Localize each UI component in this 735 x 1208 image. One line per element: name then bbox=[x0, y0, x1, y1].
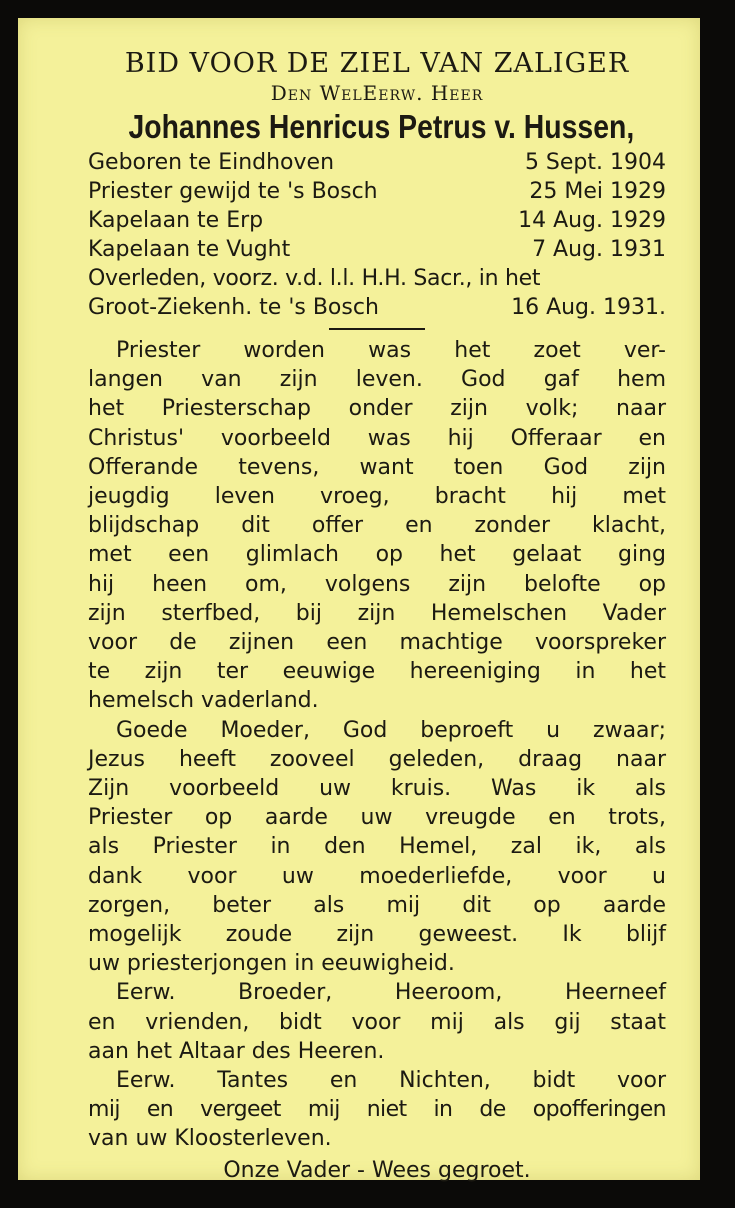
death-row bbox=[88, 264, 666, 293]
text-line: Christus' voorbeeld was hij Offeraar en bbox=[88, 425, 666, 451]
text-line: met een glimlach op het gelaat ging bbox=[88, 542, 666, 568]
text-line: mogelijk zoude zijn geweest. Ik blijf bbox=[88, 922, 666, 948]
text-line: Priester worden was het zoet ver- bbox=[116, 338, 666, 363]
header-subtitle: Den WelEerw. Heer bbox=[270, 81, 484, 105]
text-line: Jezus heeft zooveel geleden, draag naar bbox=[88, 746, 666, 772]
text-line: van uw Kloosterleven. bbox=[88, 1126, 332, 1152]
bio-date: 7 Aug. 1931 bbox=[532, 237, 666, 262]
text-line: Eerw. Broeder, Heeroom, Heerneef bbox=[116, 980, 666, 1006]
text-line: Offerande tevens, want toen God zijn bbox=[88, 454, 666, 480]
closing-prayer: Onze Vader - Wees gegroet. bbox=[223, 1157, 531, 1183]
text-line: Eerw. Tantes en Nichten, bidt voor bbox=[116, 1068, 666, 1094]
bio-row bbox=[88, 148, 666, 177]
text-line: zijn sterfbed, bij zijn Hemelschen Vader bbox=[88, 600, 666, 626]
paragraph-2 bbox=[88, 716, 666, 979]
text-line: uw priesterjongen in eeuwigheid. bbox=[88, 951, 455, 977]
bio-date: 14 Aug. 1929 bbox=[518, 208, 666, 233]
bio-label: Geboren te Eindhoven bbox=[88, 150, 335, 175]
text-line: Goede Moeder, God beproeft u zwaar; bbox=[116, 717, 666, 743]
biography-list bbox=[88, 148, 666, 322]
text-line: Priester op aarde uw vreugde en trots, bbox=[88, 805, 666, 831]
text-line: zorgen, beter als mij dit op aarde bbox=[88, 892, 666, 918]
death-date: 16 Aug. 1931. bbox=[511, 295, 666, 320]
text-line: hemelsch vaderland. bbox=[88, 688, 319, 714]
paragraph-3 bbox=[88, 978, 666, 1066]
death-place: Groot-Ziekenh. te 's Bosch bbox=[88, 295, 379, 320]
paragraph-4 bbox=[88, 1066, 666, 1154]
text-line: voor de zijnen een machtige voorspreker bbox=[88, 630, 666, 656]
header-title: BID VOOR DE ZIEL VAN ZALIGER bbox=[124, 48, 630, 79]
bio-row bbox=[88, 235, 666, 264]
death-text: Overleden, voorz. v.d. l.l. H.H. Sacr., in het bbox=[88, 266, 541, 291]
divider-line bbox=[329, 328, 425, 330]
text-line: dank voor uw moederliefde, voor u bbox=[88, 863, 666, 889]
card-content bbox=[88, 48, 666, 1185]
text-line: en vrienden, bidt voor mij als gij staat bbox=[88, 1009, 666, 1035]
text-line: het Priesterschap onder zijn volk; naar bbox=[88, 396, 666, 422]
paragraph-1 bbox=[88, 336, 666, 716]
bio-row bbox=[88, 177, 666, 206]
bio-label: Priester gewijd te 's Bosch bbox=[88, 179, 378, 204]
bio-label: Kapelaan te Erp bbox=[88, 208, 264, 233]
text-line: mij en vergeet mij niet in de opofferingen bbox=[88, 1097, 666, 1123]
text-line: Zijn voorbeeld uw kruis. Was ik als bbox=[88, 776, 666, 802]
bio-label: Kapelaan te Vught bbox=[88, 237, 291, 262]
text-line: aan het Altaar des Heeren. bbox=[88, 1038, 385, 1064]
bio-date: 25 Mei 1929 bbox=[529, 179, 666, 204]
text-line: te zijn ter eeuwige hereeniging in het bbox=[88, 659, 666, 685]
text-line: langen van zijn leven. God gaf hem bbox=[88, 367, 666, 393]
text-line: blijdschap dit offer en zonder klacht, bbox=[88, 513, 666, 539]
death-row bbox=[88, 293, 666, 322]
text-line: als Priester in den Hemel, zal ik, als bbox=[88, 834, 666, 860]
bio-row bbox=[88, 206, 666, 235]
bio-date: 5 Sept. 1904 bbox=[524, 150, 666, 175]
memorial-card bbox=[18, 18, 700, 1183]
text-line: hij heen om, volgens zijn belofte op bbox=[88, 571, 666, 597]
text-line: jeugdig leven vroeg, bracht hij met bbox=[88, 484, 666, 510]
deceased-name: Johannes Henricus Petrus v. Hussen, bbox=[128, 108, 635, 145]
